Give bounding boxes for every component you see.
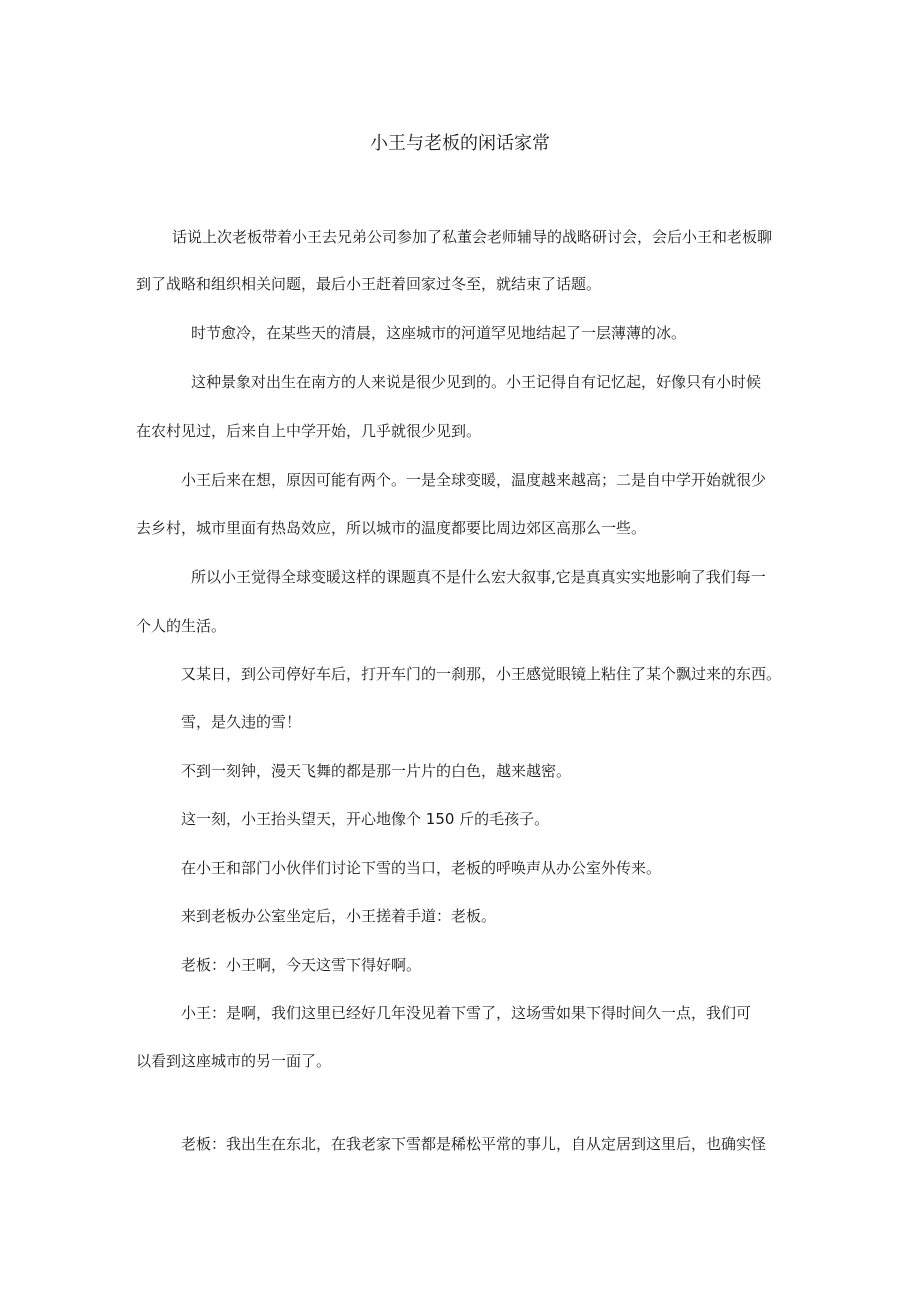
- text-line: 在农村见过，后来自上中学开始，几乎就很少见到。: [136, 422, 482, 440]
- text-line: 老板：我出生在东北，在我老家下雪都是稀松平常的事儿，自从定居到这里后，也确实怪: [181, 1135, 767, 1153]
- text-line: 个人的生活。: [136, 617, 227, 635]
- text-line: 到了战略和组织相关问题，最后小王赶着回家过冬至，就结束了话题。: [136, 275, 602, 293]
- text-line: 所以小王觉得全球变暖这样的课题真不是什么宏大叙事,它是真真实实地影响了我们每一: [191, 568, 766, 586]
- text-line: 老板：小王啊，今天这雪下得好啊。: [181, 956, 422, 974]
- document-title: 小王与老板的闲话家常: [370, 133, 550, 154]
- text-line: 雪，是久违的雪！: [181, 713, 302, 731]
- text-line: 又某日，到公司停好车后，打开车门的一刹那，小王感觉眼镜上粘住了某个飘过来的东西。: [181, 665, 782, 683]
- text-line: 话说上次老板带着小王去兄弟公司参加了私董会老师辅导的战略研讨会，会后小王和老板聊: [172, 228, 773, 246]
- text-line: 以看到这座城市的另一面了。: [136, 1052, 332, 1070]
- text-line: 小王后来在想，原因可能有两个。一是全球变暖，温度越来越高；二是自中学开始就很少: [181, 471, 767, 489]
- text-line: 去乡村，城市里面有热岛效应，所以城市的温度都要比周边郊区高那么一些。: [136, 519, 647, 537]
- text-line: 时节愈冷，在某些天的清晨，这座城市的河道罕见地结起了一层薄薄的冰。: [191, 324, 687, 342]
- text-line: 小王：是啊，我们这里已经好几年没见着下雪了，这场雪如果下得时间久一点，我们可: [181, 1004, 752, 1022]
- text-line: 这种景象对出生在南方的人来说是很少见到的。小王记得自有记忆起，好像只有小时候: [191, 373, 762, 391]
- text-line: 不到一刻钟，漫天飞舞的都是那一片片的白色，越来越密。: [181, 762, 572, 780]
- text-line: 在小王和部门小伙伴们讨论下雪的当口，老板的呼唤声从办公室外传来。: [181, 859, 662, 877]
- text-line: 这一刻，小王抬头望天，开心地像个 150 斤的毛孩子。: [181, 810, 550, 828]
- text-line: 来到老板办公室坐定后，小王搓着手道：老板。: [181, 907, 497, 925]
